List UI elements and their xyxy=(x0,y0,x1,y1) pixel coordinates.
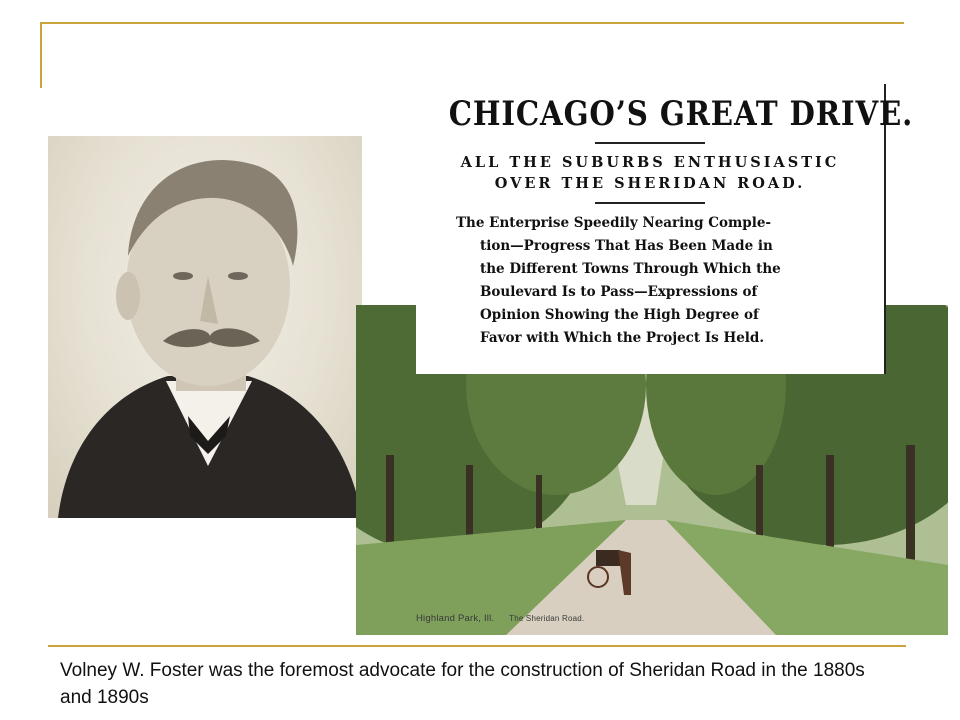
clipping-headline: CHICAGO’S GREAT DRIVE. xyxy=(448,94,914,134)
bottom-rule xyxy=(48,645,906,647)
clipping-subhead-line: OVER THE SHERIDAN ROAD. xyxy=(494,175,806,192)
newspaper-clipping xyxy=(416,84,914,374)
clipping-divider xyxy=(595,202,705,204)
clipping-deck-line: the Different Towns Through Which the xyxy=(480,261,781,277)
clipping-divider xyxy=(595,142,705,144)
postcard-caption xyxy=(416,613,584,624)
clipping-deck-line: tion—Progress That Has Been Made in xyxy=(480,238,773,254)
top-rule xyxy=(40,22,904,24)
clipping-deck-line: Opinion Showing the High Degree of xyxy=(480,307,759,323)
clipping-deck xyxy=(416,212,884,350)
clipping-deck-line: Boulevard Is to Pass—Expressions of xyxy=(480,284,758,300)
clipping-subhead-line: ALL THE SUBURBS ENTHUSIASTIC xyxy=(460,154,840,171)
portrait-photo xyxy=(48,136,362,518)
slide-caption: Volney W. Foster was the foremost advocate for the construction of Sheridan Road in the 1880s and 1890s xyxy=(60,660,865,708)
postcard-place: Highland Park, Ill. xyxy=(416,613,495,624)
left-accent-rule xyxy=(40,22,42,88)
clipping-deck-line: Favor with Which the Project Is Held. xyxy=(480,330,765,346)
clipping-deck-line: The Enterprise Speedily Nearing Comple- xyxy=(456,215,772,231)
postcard-road: The Sheridan Road. xyxy=(509,614,585,623)
